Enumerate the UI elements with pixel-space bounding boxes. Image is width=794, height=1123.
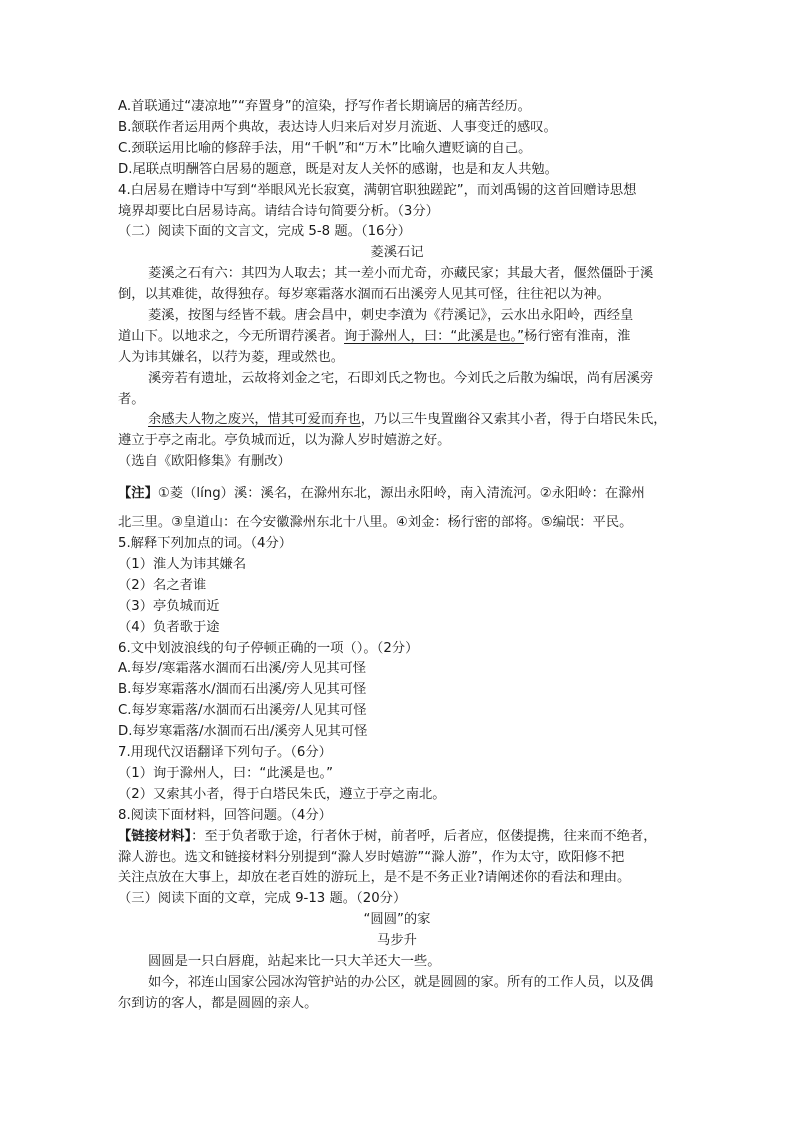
question-7: 7.用现代汉语翻译下列句子。（6分） [118, 745, 332, 760]
option-b: B.颔联作者运用两个典故，表达诗人归来后对岁月流逝、人事变迁的感叹。 [118, 120, 557, 135]
question-6: 6.文中划波浪线的句子停顿正确的一项（）。（2分） [118, 641, 419, 656]
link-material-cont: 关注点放在大事上，却放在老百姓的游玩上，是不是不务正业?请阐述你的看法和理由。 [118, 870, 631, 885]
link-material-cont: 滁人游也。选文和链接材料分别提到“滁人岁时嬉游”“滁人游”，作为太守，欧阳修不把 [118, 850, 625, 865]
notes [118, 484, 678, 504]
option-a: A.首联通过“凄凉地”“弃置身”的渲染，抒写作者长期谪居的痛苦经历。 [118, 99, 531, 114]
passage-line: 人为讳其嫌名，以荇为菱，理或然也。 [118, 350, 345, 365]
notes-text: ①菱（líng）溪：溪名，在滁州东北，源出永阳岭，南入清流河。②永阳岭：在滁州 [157, 486, 645, 501]
section-2-heading: （二）阅读下面的文言文，完成 5-8 题。（16分） [118, 224, 412, 239]
q6-option-a: A.每岁/寒霜落水涸而石出溪/旁人见其可怪 [118, 661, 367, 676]
link-material [118, 827, 678, 847]
question-5: 5.解释下列加点的词。（4分） [118, 536, 293, 551]
q5-item: （3）亭负城而近 [118, 599, 220, 614]
q5-item: （4）负者歌于途 [118, 620, 220, 635]
q6-option-b: B.每岁寒霜落水/涸而石出溪/旁人见其可怪 [118, 682, 367, 697]
passage-line [118, 327, 678, 347]
question-4-cont: 境界却要比白居易诗高。请结合诗句简要分析。（3分） [118, 204, 439, 219]
section-3-heading: （三）阅读下面的文章，完成 9-13 题。（20分） [118, 891, 407, 906]
q5-item: （2）名之者谁 [118, 578, 207, 593]
passage-text: ，乃以三牛曳置幽谷又索其小者，得于白塔民朱氏， [360, 412, 667, 427]
notes-cont: 北三里。③皇道山：在今安徽滁州东北十八里。④刘金：杨行密的部将。⑤编氓：平民。 [118, 515, 633, 530]
passage-line: 倒，以其难徙，故得独存。每岁寒霜落水涸而石出溪旁人见其可怪，往往祀以为神。 [118, 287, 610, 302]
link-material-label: 【链接材料】 [118, 829, 192, 844]
q6-option-c: C.每岁寒霜落/水涸而石出溪旁/人见其可怪 [118, 703, 367, 718]
passage-line: 菱溪，按图与经皆不载。唐会昌中，刺史李濆为《荇溪记》，云水出永阳岭，西经皇 [148, 308, 634, 323]
article-author: 马步升 [377, 933, 417, 948]
passage-line: 溪旁若有遗址，云故将刘金之宅，石即刘氏之物也。今刘氏之后散为编氓，尚有居溪旁 [148, 371, 654, 386]
passage-line: 遵立于亭之南北。亭负城而近，以为滁人岁时嬉游之好。 [118, 433, 451, 448]
q7-item: （2）又索其小者，得于白塔民朱氏，遵立于亭之南北。 [118, 787, 446, 802]
passage-text: 杨行密有淮南，淮 [524, 329, 631, 344]
q6-option-d: D.每岁寒霜落/水涸而石出/溪旁人见其可怪 [118, 724, 368, 739]
article-line: 尔到访的客人，都是圆圆的亲人。 [118, 996, 318, 1011]
passage-line: 者。 [118, 392, 145, 407]
option-d: D.尾联点明酬答白居易的题意，既是对友人关怀的感谢，也是和友人共勉。 [118, 162, 558, 177]
article-line: 圆圆是一只白唇鹿，站起来比一只大羊还大一些。 [148, 954, 441, 969]
passage-source: （选自《欧阳修集》有删改） [118, 454, 291, 469]
option-c: C.颈联运用比喻的修辞手法，用“千帆”和“万木”比喻久遭贬谪的自己。 [118, 141, 532, 156]
passage-line: 菱溪之石有六：其四为人取去；其一差小而尤奇，亦藏民家；其最大者，偃然僵卧于溪 [148, 266, 654, 281]
passage-title: 菱溪石记 [370, 245, 424, 260]
question-8: 8.阅读下面材料，回答问题。（4分） [118, 808, 332, 823]
question-4: 4.白居易在赠诗中写到“举眼风光长寂寞，满朝官职独蹉跎”，而刘禹锡的这首回赠诗思想 [118, 183, 637, 198]
passage-line [148, 410, 708, 430]
q5-item: （1）淮人为讳其嫌名 [118, 557, 247, 572]
passage-text: 道山下。以地求之，今无所谓荇溪者。 [118, 329, 345, 344]
link-material-text: ：至于负者歌于途，行者休于树，前者呼，后者应，伛偻提携，往来而不绝者， [191, 829, 657, 844]
article-title: “圆圆”的家 [363, 912, 431, 927]
underlined-sentence: 余感夫人物之废兴，惜其可爱而弃也 [148, 412, 361, 427]
q7-item: （1）询于滁州人，曰：“此溪是也。” [118, 766, 334, 781]
article-line: 如今，祁连山国家公园冰沟管护站的办公区，就是圆圆的家。所有的工作人员，以及偶 [148, 975, 654, 990]
notes-label: 【注】 [118, 486, 158, 501]
underlined-sentence: 询于滁州人，曰：“此溪是也。” [344, 329, 525, 344]
